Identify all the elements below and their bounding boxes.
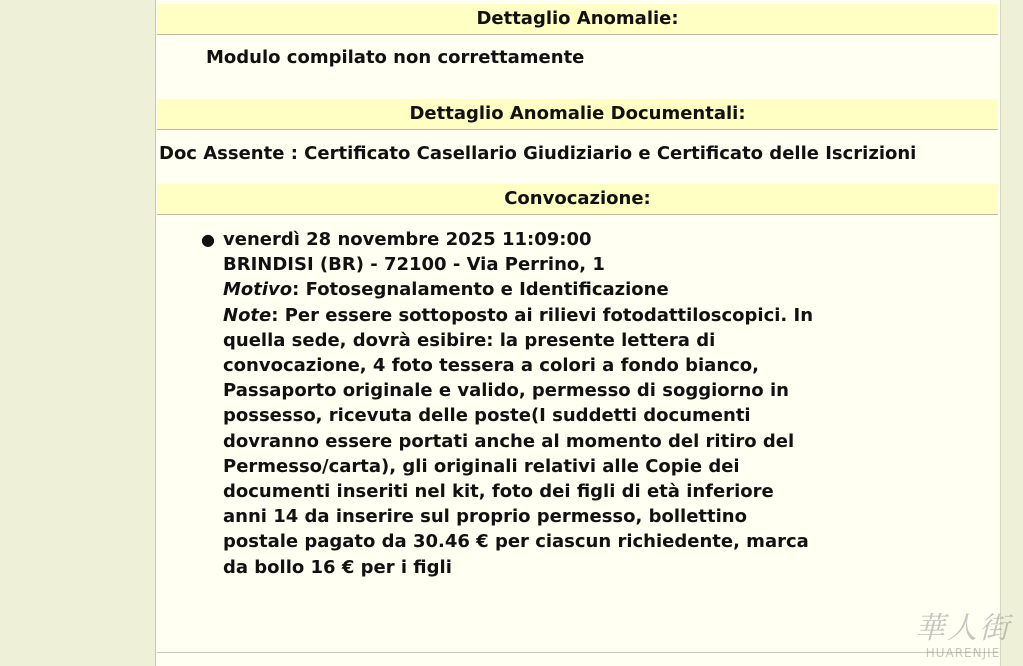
convocation-entry xyxy=(201,227,883,580)
convocation-date: venerdì 28 novembre 2025 11:09:00 xyxy=(223,229,592,250)
section-header-anomalie xyxy=(157,4,998,35)
note-line-1: : Per essere sottoposto ai rilievi fotodattiloscopici. In xyxy=(271,304,814,326)
section-header-anomalie-label: Dettaglio Anomalie: xyxy=(476,8,679,29)
bullet-icon: ● xyxy=(201,230,215,249)
anomalie-text: Modulo compilato non correttamente xyxy=(206,47,585,68)
note-line-2: quella sede, dovrà esibire: la presente lettera di xyxy=(223,329,716,351)
note-line-7: Permesso/carta), gli originali relativi alle Copie dei xyxy=(223,455,740,477)
note-line-11: da bollo 16 € per i figli xyxy=(223,556,452,578)
left-sidebar xyxy=(0,0,156,666)
watermark-glyphs: 華人街 xyxy=(915,611,1011,646)
anomalie-documentali-text: Doc Assente : Certificato Casellario Giudiziario e Certificato delle Iscrizioni xyxy=(159,143,917,164)
section-header-anomalie-documentali-label: Dettaglio Anomalie Documentali: xyxy=(409,103,746,124)
note-line-3: convocazione, 4 foto tessera a colori a fondo bianco, xyxy=(223,355,760,377)
section-header-convocazione-label: Convocazione: xyxy=(504,188,651,209)
watermark-text: HUARENJIE xyxy=(925,646,1001,660)
section-header-anomalie-documentali xyxy=(157,99,998,130)
note-label: Note xyxy=(223,304,272,326)
note-line-8: documenti inseriti nel kit, foto dei figli di età inferiore xyxy=(223,481,774,503)
note-line-5: possesso, ricevuta delle poste(I suddetti documenti xyxy=(223,405,751,427)
note-line-6: dovranno essere portati anche al momento del ritiro del xyxy=(223,430,795,452)
note-line-4: Passaporto originale e valido, permesso di soggiorno in xyxy=(223,380,789,402)
motivo-label: Motivo xyxy=(223,279,293,301)
note-line-9: anni 14 da inserire sul proprio permesso, bollettino xyxy=(223,506,747,528)
convocation-address: BRINDISI (BR) - 72100 - Via Perrino, 1 xyxy=(223,254,605,276)
right-margin-strip xyxy=(1000,0,1023,666)
bottom-divider xyxy=(157,652,998,653)
watermark-logo xyxy=(915,612,1011,660)
motivo-value: : Fotosegnalamento e Identificazione xyxy=(292,279,669,301)
convocation-motivo xyxy=(223,277,883,302)
section-header-convocazione xyxy=(157,184,998,215)
convocation-note-line xyxy=(223,303,883,328)
note-line-10: postale pagato da 30.46 € per ciascun richiedente, marca xyxy=(223,531,809,553)
main-content xyxy=(157,0,999,666)
